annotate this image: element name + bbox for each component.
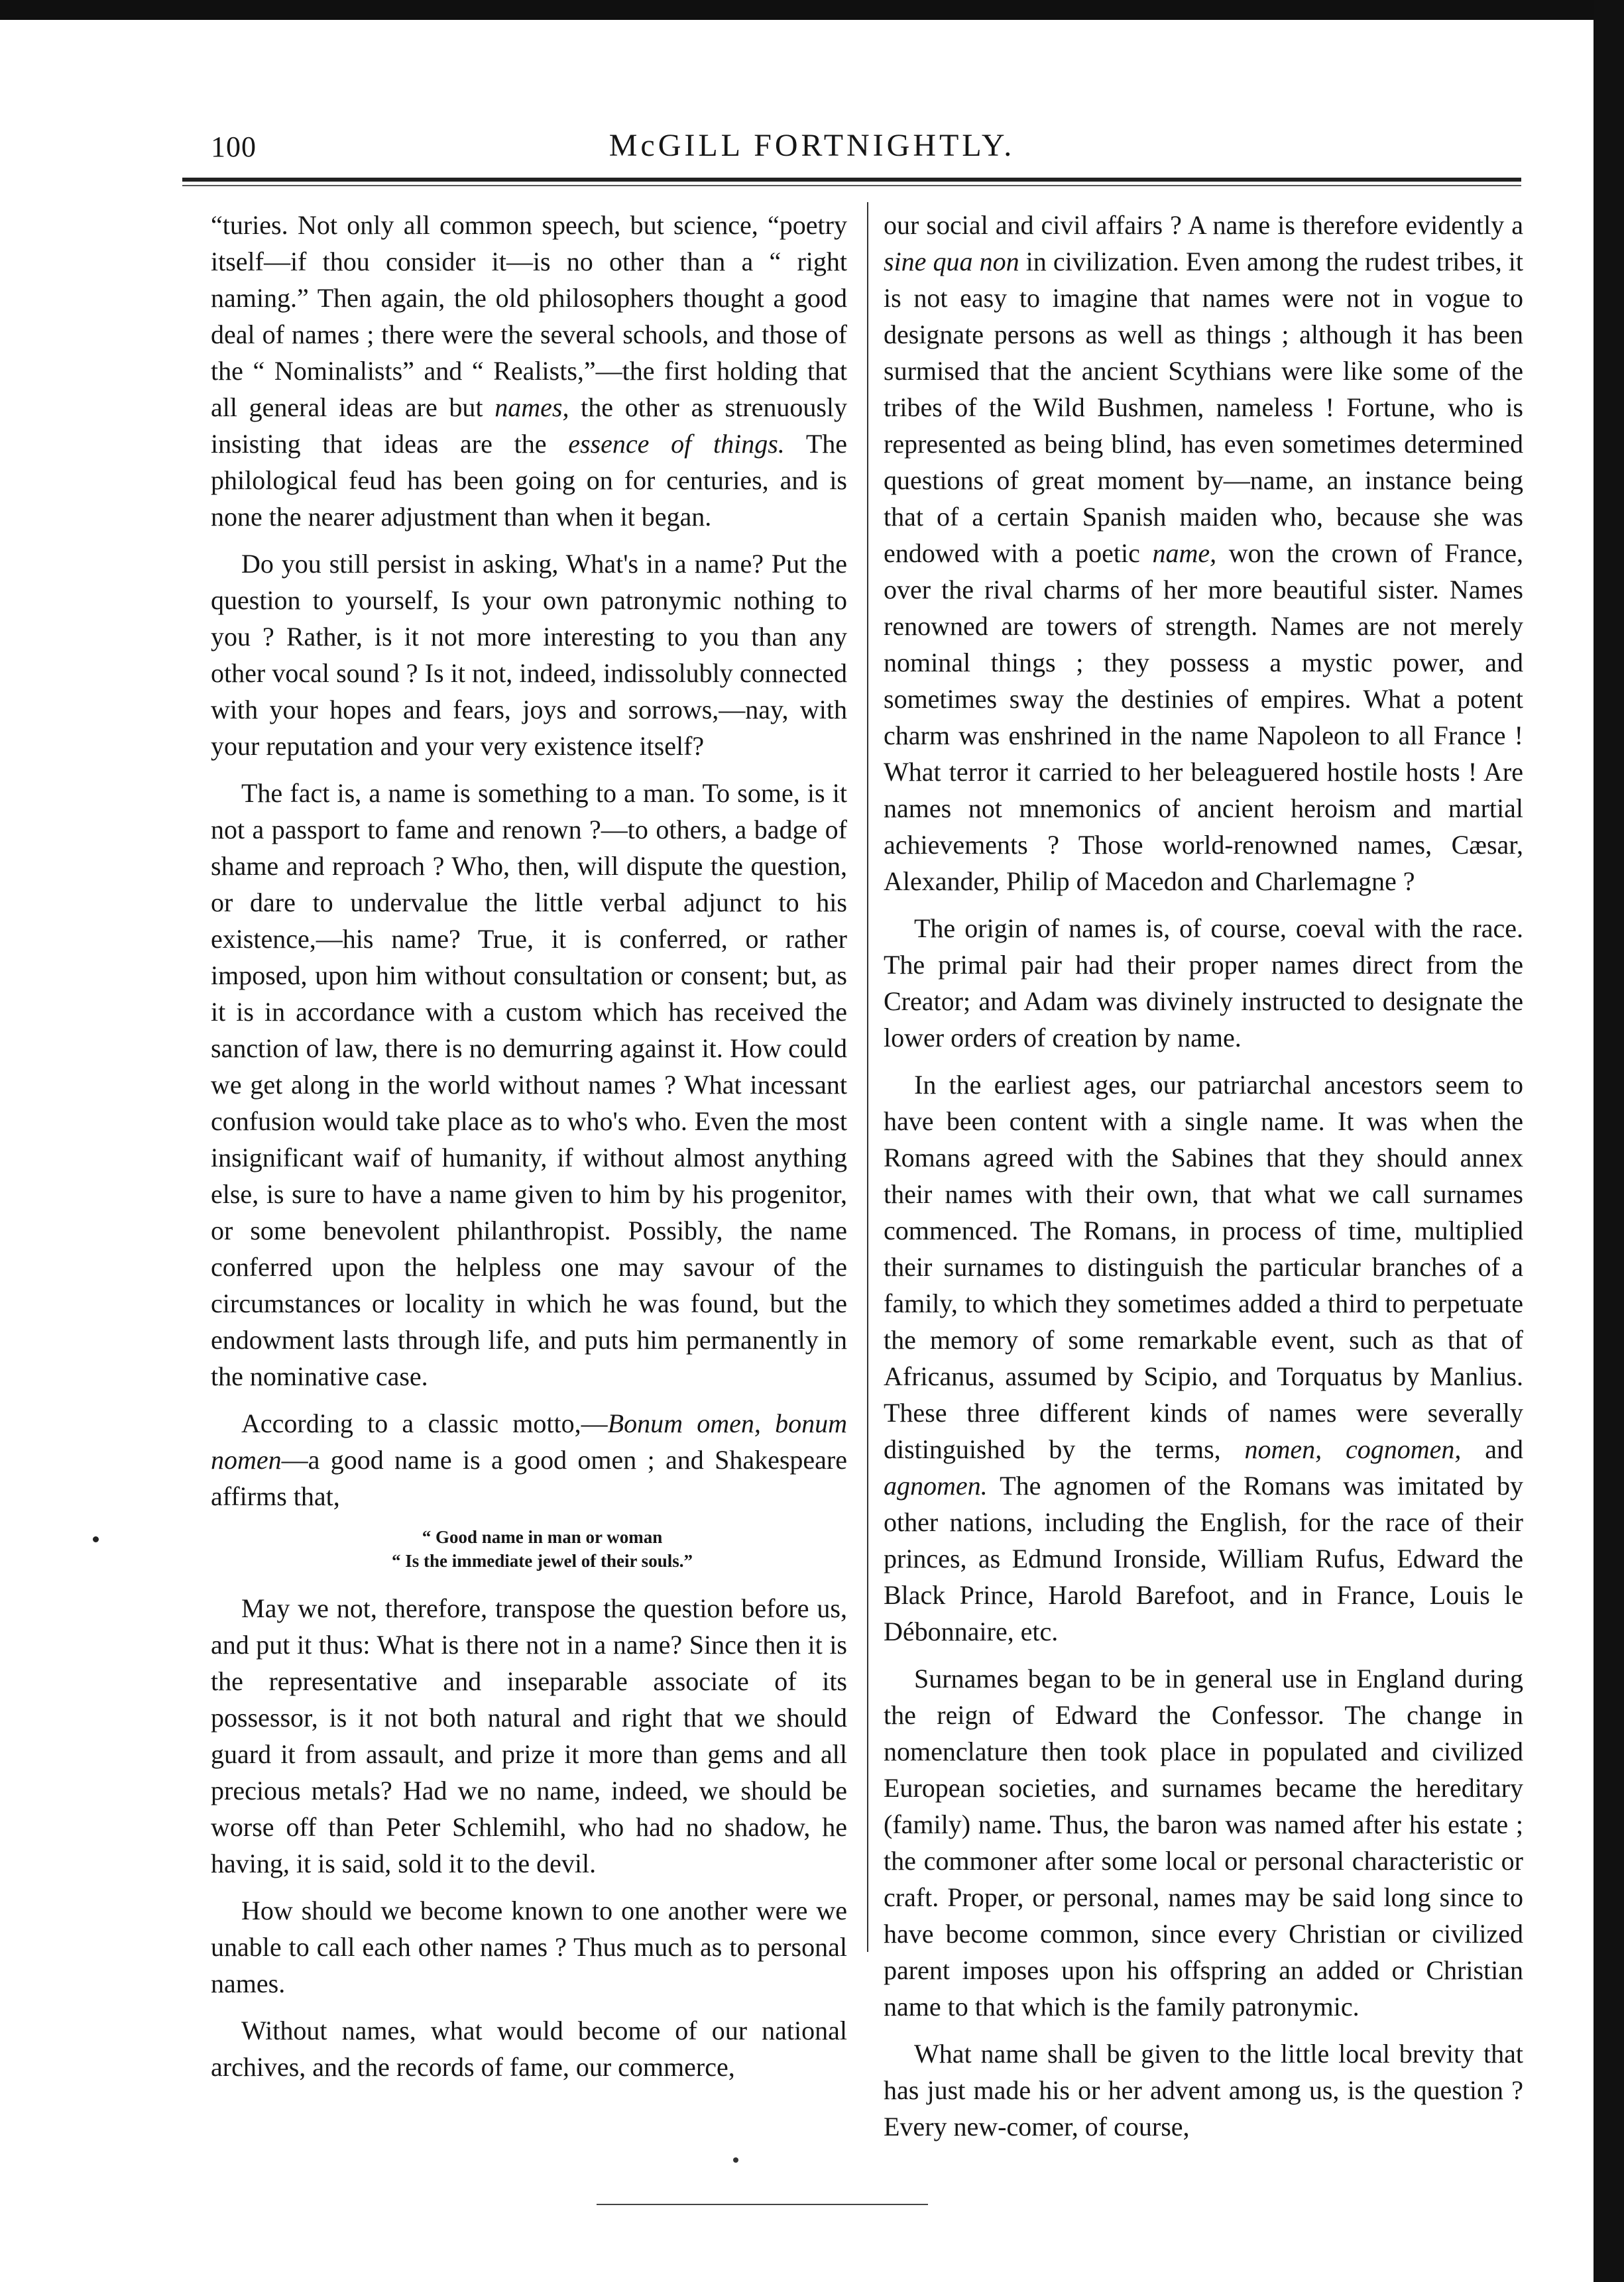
- paragraph: According to a classic motto,—Bonum omen, bonum nomen—a good name is a good omen ; and Shakespeare affirms that,: [211, 1408, 847, 1511]
- margin-speck: [733, 2157, 738, 2163]
- paragraph: our social and civil affairs ? A name is therefore evidently a sine qua non in civilization. Even among the rudest tribes, it is not easy to imagine that names were not in vogue to designate persons as well as things ; although it has been surmised that the ancient Scythians were like some of the tribes of the Wild Bushmen, nameless ! Fortune, who is represented as being blind, has even sometimes determined questions of great moment by—name, an instance being that of a certain Spanish maiden who, because she was endowed with a poetic name, won the crown of France, over the rival charms of her more beautiful sister. Names renowned are towers of strength. Names are not merely nominal things ; they possess a mystic power, and sometimes sway the destinies of empires. What a potent charm was enshrined in the name Napoleon to all France ! What terror it carried to her beleaguered hostile hosts ! Are names not mnemonics of ancient heroism and martial achievements ? Those world-renowned names, Cæsar, Alexander, Philip of Macedon and Charlemagne ?: [884, 210, 1524, 896]
- header-rule: [182, 178, 1521, 182]
- paragraph: “turies. Not only all common speech, but science, “poetry itself—if thou consider it—is no other than a “ right naming.” Then again, the old philosophers thought a good deal of names ; there were the several schools, and those of the “ Nominalists” and “ Realists,”—the first holding that all general ideas are but names, the other as strenuously insisting that ideas are the essence of things. The philological feud has been going on for centuries, and is none the nearer adjustment than when it began.: [211, 210, 848, 532]
- paragraph: May we not, therefore, transpose the question before us, and put it thus: What is there not in a name? Since then it is the representative and inseparable associate of its possessor, is it not both natural and right that we should guard it from assault, and prize it more than gems and all precious metals? Had we no name, indeed, we should be worse off than Peter Schlemihl, who had no shadow, he having, it is said, sold it to the devil.: [211, 1593, 847, 1878]
- paragraph: In the earliest ages, our patriarchal ancestors seem to have been content with a single name. It was when the Romans agreed with the Sabines that they should annex their names with their own, that what we call surnames commenced. The Romans, in process of time, multiplied their surnames to distinguish the particular branches of a family, to which they sometimes added a third to perpetuate the memory of some remarkable event, such as that of Africanus, assumed by Scipio, and Torquatus by Manlius. These three different kinds of names were severally distinguished by the terms, nomen, cognomen, and agnomen. The agnomen of the Romans was imitated by other nations, including the English, for the race of their princes, as Edmund Ironside, William Rufus, Edward the Black Prince, Harold Barefoot, and in France, Louis le Débonnaire, etc.: [884, 1070, 1524, 1646]
- paragraph: Without names, what would become of our national archives, and the records of fame, our commerce,: [211, 2016, 847, 2082]
- paragraph: The fact is, a name is something to a man. To some, is it not a passport to fame and renown ?—to others, a badge of shame and reproach ? Who, then, will dispute the question, or dare to undervalue the little verbal adjunct to his existence,—his name? True, it is conferred, or rather imposed, upon him without consultation or consent; but, as it is in accordance with a custom which has received the sanction of law, there is no demurring against it. How could we get along in the world without names ? What incessant confusion would take place as to who's who. Even the most insignificant waif of humanity, if without almost anything else, is sure to have a name given to him by his progenitor, or some benevolent philanthropist. Possibly, the name conferred upon the helpless one may savour of the circumstances or locality in which he was found, but the endowment lasts through life, and puts him permanently in the nominative case.: [211, 778, 847, 1391]
- quote-line: “ Good name in man or woman: [422, 1527, 663, 1547]
- paragraph: Surnames began to be in general use in England during the reign of Edward the Confessor. The change in nomenclature then took place in populated and civilized European societies, and surnames became the hereditary (family) name. Thus, the baron was named after his estate ; the commoner after some local or personal characteristic or craft. Proper, or personal, names may be said long since to have become common, since every Christian or civilized parent imposes upon his offspring an added or Christian name to that which is the family patronymic.: [884, 1664, 1523, 2022]
- paragraph: How should we become known to one another were we unable to call each other names ? Thus much as to personal names.: [211, 1896, 847, 1998]
- scan-right-edge: [1594, 0, 1624, 2282]
- left-column: [211, 207, 847, 2096]
- quote-line: “ Is the immediate jewel of their souls.”: [392, 1551, 693, 1571]
- paragraph: Do you still persist in asking, What's in a name? Put the question to yourself, Is your own patronymic nothing to you ? Rather, is it not more interesting to you than any other vocal sound ? Is it not, indeed, indissolubly connected with your hopes and fears, joys and sorrows,—nay, with your reputation and your very existence itself?: [211, 549, 847, 761]
- scan-top-edge: [0, 0, 1624, 20]
- column-divider: [867, 202, 868, 1952]
- running-head-title: McGILL FORTNIGHTLY.: [609, 128, 1015, 163]
- header-rule-thin: [182, 185, 1521, 186]
- block-quote: [211, 1525, 847, 1573]
- paragraph: The origin of names is, of course, coeval with the race. The primal pair had their proper names direct from the Creator; and Adam was divinely instructed to designate the lower orders of creation by name.: [884, 913, 1523, 1053]
- margin-speck: [93, 1536, 99, 1542]
- page-number: 100: [211, 131, 257, 163]
- right-column: [884, 207, 1523, 2155]
- footer-rule: [597, 2204, 928, 2205]
- paragraph: What name shall be given to the little local brevity that has just made his or her advent among us, is the question ? Every new-comer, of course,: [884, 2039, 1523, 2141]
